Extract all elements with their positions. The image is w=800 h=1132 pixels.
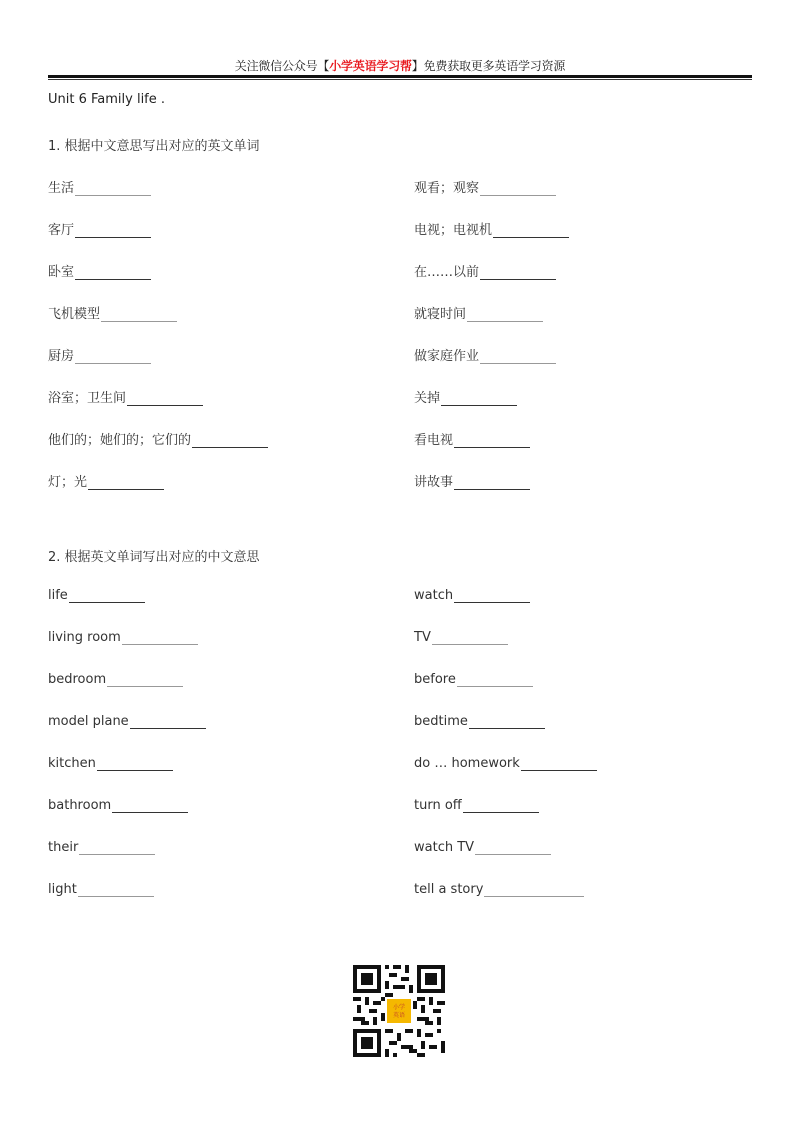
answer-blank[interactable]: [107, 672, 183, 687]
answer-blank[interactable]: [127, 391, 203, 406]
item-label: living room: [48, 630, 121, 645]
s2-left-item-1: [48, 630, 198, 645]
answer-blank[interactable]: [521, 756, 597, 771]
answer-blank[interactable]: [480, 181, 556, 196]
answer-blank[interactable]: [432, 630, 508, 645]
page-header: [0, 57, 800, 74]
item-label: bathroom: [48, 798, 112, 813]
answer-blank[interactable]: [480, 349, 556, 364]
answer-blank[interactable]: [112, 798, 188, 813]
answer-blank[interactable]: [493, 223, 569, 238]
item-label: bedroom: [48, 672, 107, 687]
qr-center-logo: 小学: [392, 1004, 406, 1011]
header-bracket-close: 】: [411, 59, 424, 73]
s1-right-item-6: [414, 429, 530, 448]
item-label: 灯；光: [48, 475, 88, 490]
qr-code-icon: [353, 965, 445, 1057]
item-label: light: [48, 882, 77, 897]
item-label: kitchen: [48, 756, 96, 771]
item-label: 观看；观察: [414, 181, 480, 196]
s2-right-item-4: [414, 756, 597, 771]
s2-left-item-0: [48, 588, 145, 603]
s2-right-item-7: [414, 882, 584, 897]
section-2-title: 2. 根据英文单词写出对应的中文意思: [48, 550, 260, 565]
section-1-title: 1. 根据中文意思写出对应的英文单词: [48, 139, 260, 154]
header-bracket-open: 【: [317, 59, 330, 73]
item-label: watch TV: [414, 840, 475, 855]
s1-left-item-0: [48, 177, 151, 196]
item-label: 他们的；她们的；它们的: [48, 433, 192, 448]
answer-blank[interactable]: [130, 714, 206, 729]
answer-blank[interactable]: [484, 882, 584, 897]
answer-blank[interactable]: [75, 181, 151, 196]
unit-title: Unit 6 Family life .: [48, 92, 166, 107]
answer-blank[interactable]: [97, 756, 173, 771]
s1-left-item-7: [48, 471, 164, 490]
s1-right-item-3: [414, 303, 543, 322]
s1-left-item-1: [48, 219, 151, 238]
s1-left-item-6: [48, 429, 268, 448]
s2-left-item-6: [48, 840, 155, 855]
answer-blank[interactable]: [441, 391, 517, 406]
s2-left-item-7: [48, 882, 154, 897]
header-prefix: 关注微信公众号: [234, 59, 318, 73]
answer-blank[interactable]: [75, 223, 151, 238]
item-label: 飞机模型: [48, 307, 101, 322]
answer-blank[interactable]: [88, 475, 164, 490]
item-label: their: [48, 840, 79, 855]
item-label: 厨房: [48, 349, 75, 364]
item-label: 客厅: [48, 223, 75, 238]
answer-blank[interactable]: [75, 265, 151, 280]
s1-left-item-4: [48, 345, 151, 364]
answer-blank[interactable]: [463, 798, 539, 813]
s1-left-item-2: [48, 261, 151, 280]
answer-blank[interactable]: [78, 882, 154, 897]
header-rule-thin: [48, 79, 752, 80]
s2-right-item-0: [414, 588, 530, 603]
s2-left-item-2: [48, 672, 183, 687]
s2-right-item-3: [414, 714, 545, 729]
s1-left-item-3: [48, 303, 177, 322]
s1-right-item-5: [414, 387, 517, 406]
s2-left-item-5: [48, 798, 188, 813]
item-label: bedtime: [414, 714, 468, 729]
item-label: 就寝时间: [414, 307, 467, 322]
item-label: 看电视: [414, 433, 454, 448]
s2-left-item-3: [48, 714, 206, 729]
s1-right-item-2: [414, 261, 556, 280]
item-label: life: [48, 588, 68, 603]
answer-blank[interactable]: [457, 672, 533, 687]
item-label: 卧室: [48, 265, 75, 280]
s2-right-item-2: [414, 672, 533, 687]
answer-blank[interactable]: [122, 630, 198, 645]
answer-blank[interactable]: [469, 714, 545, 729]
svg-text:英语: 英语: [392, 1012, 406, 1019]
answer-blank[interactable]: [75, 349, 151, 364]
item-label: TV: [414, 630, 431, 645]
s2-right-item-6: [414, 840, 551, 855]
s1-right-item-4: [414, 345, 556, 364]
item-label: 讲故事: [414, 475, 454, 490]
header-rule-thick: [48, 75, 752, 78]
s1-right-item-7: [414, 471, 530, 490]
answer-blank[interactable]: [454, 475, 530, 490]
answer-blank[interactable]: [192, 433, 268, 448]
answer-blank[interactable]: [475, 840, 551, 855]
item-label: tell a story: [414, 882, 484, 897]
item-label: 浴室；卫生间: [48, 391, 127, 406]
item-label: 做家庭作业: [414, 349, 480, 364]
s2-right-item-1: [414, 630, 508, 645]
answer-blank[interactable]: [467, 307, 543, 322]
s1-right-item-1: [414, 219, 569, 238]
s1-left-item-5: [48, 387, 203, 406]
header-suffix: 免费获取更多英语学习资源: [423, 59, 566, 73]
item-label: turn off: [414, 798, 462, 813]
answer-blank[interactable]: [69, 588, 145, 603]
item-label: 电视；电视机: [414, 223, 493, 238]
item-label: 在……以前: [414, 265, 480, 280]
item-label: do … homework: [414, 756, 520, 771]
item-label: model plane: [48, 714, 129, 729]
header-highlight: 小学英语学习帮: [329, 59, 412, 73]
item-label: watch: [414, 588, 454, 603]
answer-blank[interactable]: [454, 588, 530, 603]
item-label: before: [414, 672, 456, 687]
s1-right-item-0: [414, 177, 556, 196]
s2-left-item-4: [48, 756, 173, 771]
item-label: 生活: [48, 181, 75, 196]
item-label: 关掉: [414, 391, 441, 406]
s2-right-item-5: [414, 798, 539, 813]
qr-code: [353, 965, 445, 1057]
answer-blank[interactable]: [79, 840, 155, 855]
answer-blank[interactable]: [480, 265, 556, 280]
answer-blank[interactable]: [454, 433, 530, 448]
answer-blank[interactable]: [101, 307, 177, 322]
